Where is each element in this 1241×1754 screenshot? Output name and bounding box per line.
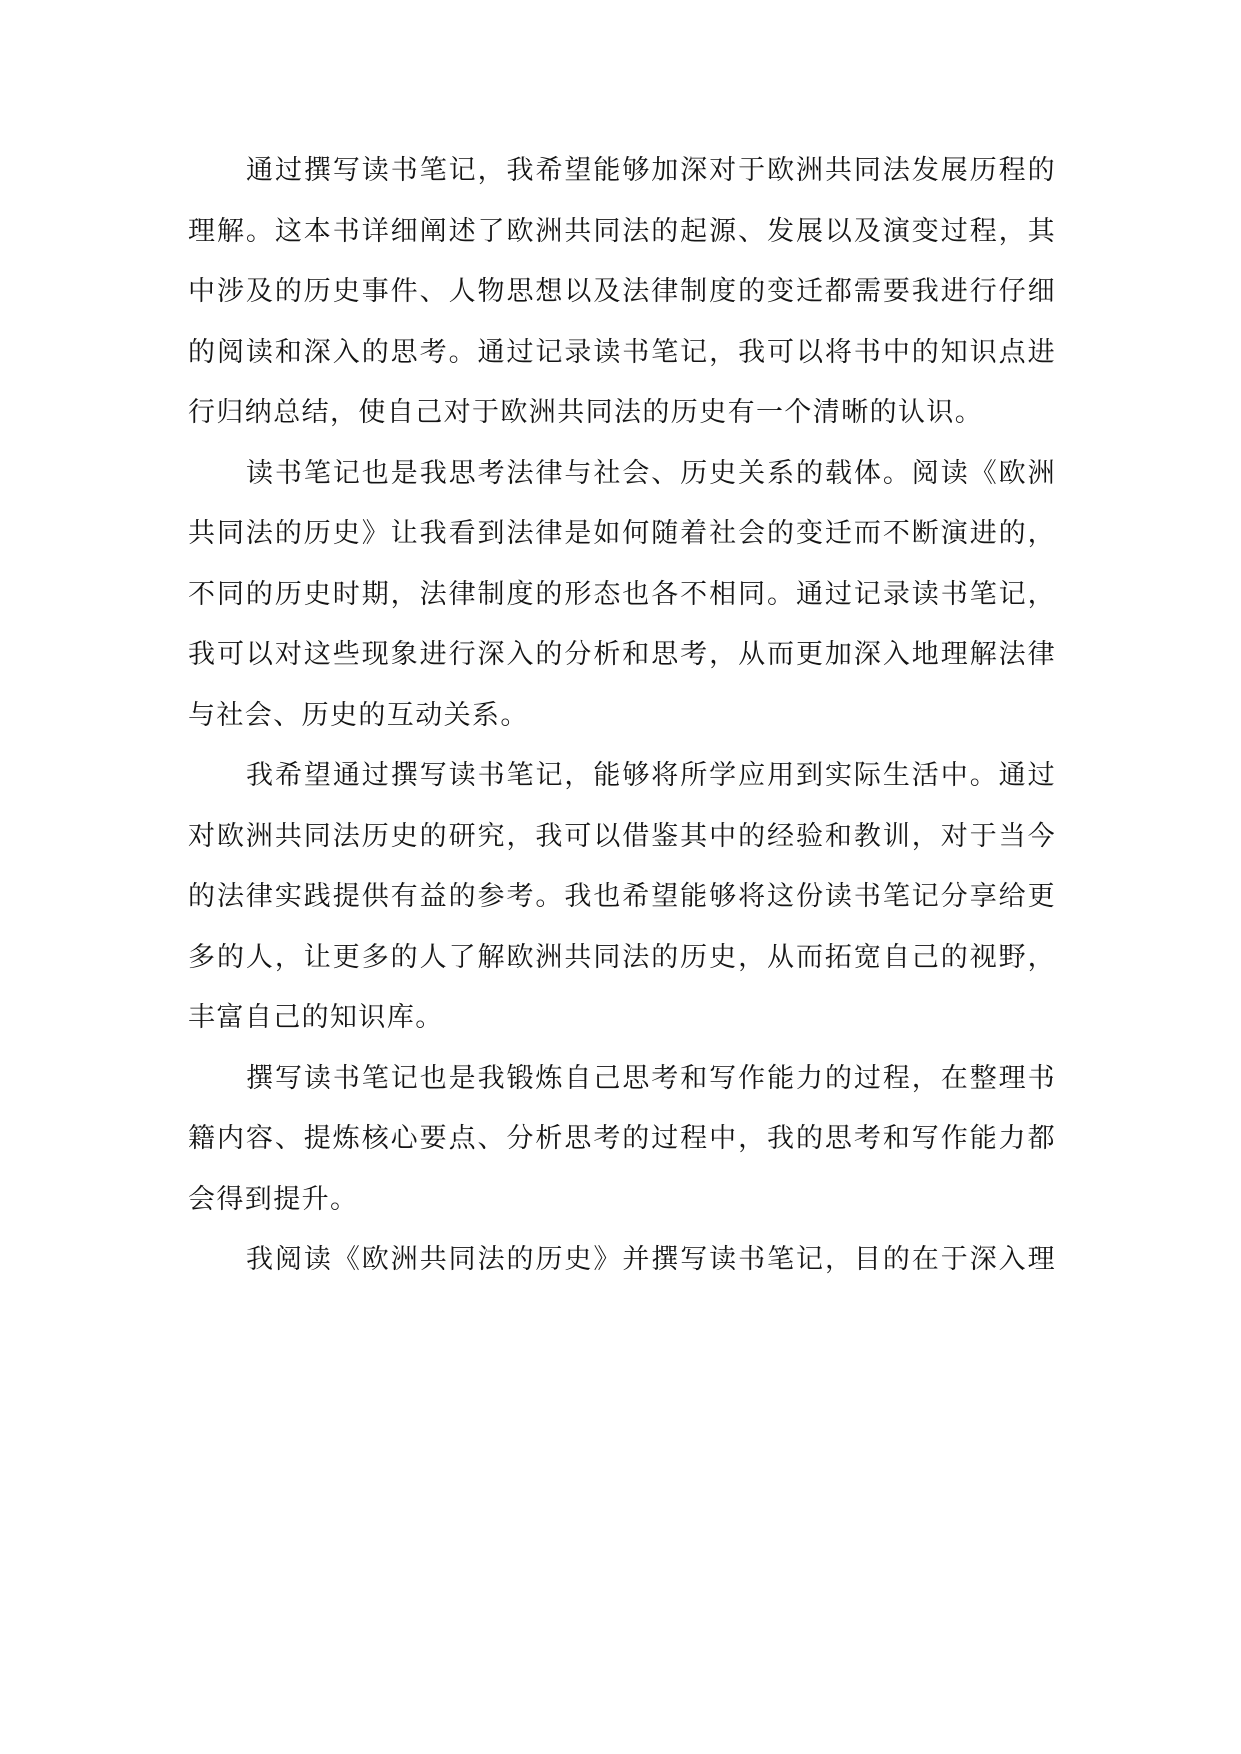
- paragraph-3: [188, 746, 1056, 1049]
- paragraph-1-line: 行归纳总结，使自己对于欧洲共同法的历史有一个清晰的认识。: [188, 397, 984, 428]
- paragraph-3-line: 多的人，让更多的人了解欧洲共同法的历史，从而拓宽自己的视野，: [188, 941, 1056, 973]
- paragraph-2-line: 读书笔记也是我思考法律与社会、历史关系的载体。阅读《欧洲: [246, 457, 1056, 489]
- paragraph-2-line: 与社会、历史的互动关系。: [188, 699, 529, 731]
- paragraph-5-line: 我阅读《欧洲共同法的历史》并撰写读书笔记，目的在于深入理: [246, 1244, 1056, 1275]
- paragraph-3-line: 我希望通过撰写读书笔记，能够将所学应用到实际生活中。通过: [246, 760, 1056, 791]
- paragraph-4-line: 撰写读书笔记也是我锻炼自己思考和写作能力的过程，在整理书: [246, 1062, 1056, 1094]
- paragraph-1-line: 通过撰写读书笔记，我希望能够加深对于欧洲共同法发展历程的: [246, 155, 1056, 186]
- paragraph-4-line: 籍内容、提炼核心要点、分析思考的过程中，我的思考和写作能力都: [188, 1123, 1056, 1154]
- paragraph-2-line: 共同法的历史》让我看到法律是如何随着社会的变迁而不断演进的，: [188, 518, 1056, 549]
- paragraph-1-line: 理解。这本书详细阐述了欧洲共同法的起源、发展以及演变过程，其: [188, 215, 1056, 247]
- paragraph-4: [188, 1049, 1056, 1231]
- paragraph-2: [188, 444, 1056, 747]
- paragraph-2-line: 我可以对这些现象进行深入的分析和思考，从而更加深入地理解法律: [188, 639, 1056, 670]
- paragraph-3-line: 的法律实践提供有益的参考。我也希望能够将这份读书笔记分享给更: [188, 881, 1056, 912]
- paragraph-1: [188, 141, 1056, 444]
- paragraph-2-line: 不同的历史时期，法律制度的形态也各不相同。通过记录读书笔记，: [188, 578, 1056, 610]
- paragraph-3-line: 对欧洲共同法历史的研究，我可以借鉴其中的经验和教训，对于当今: [188, 820, 1056, 852]
- paragraph-3-line: 丰富自己的知识库。: [188, 1002, 444, 1033]
- paragraph-1-line: 的阅读和深入的思考。通过记录读书笔记，我可以将书中的知识点进: [188, 336, 1056, 368]
- document-body: [188, 141, 1056, 1291]
- paragraph-5: [188, 1230, 1056, 1291]
- paragraph-4-line: 会得到提升。: [188, 1183, 359, 1215]
- paragraph-1-line: 中涉及的历史事件、人物思想以及法律制度的变迁都需要我进行仔细: [188, 276, 1056, 307]
